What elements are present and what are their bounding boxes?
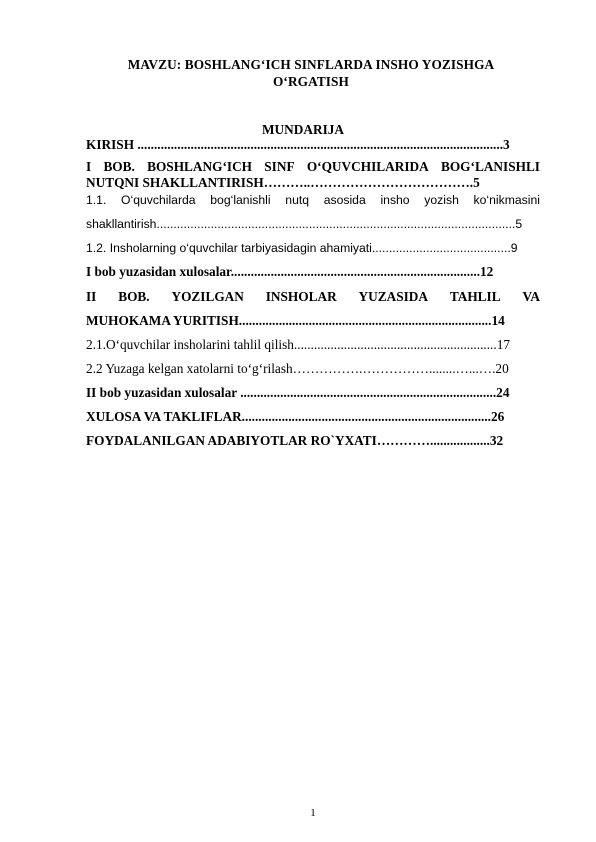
toc-entry-references: FOYDALANILGAN ADABIYOTLAR RO`YXATI…………..................32 <box>86 433 504 448</box>
toc-entry-1-1-cont: shakllantirish..........................................................................................................5 <box>86 217 523 231</box>
toc-entry-chapter-1-summary: I bob yuzasidan xulosalar...........................................................................12 <box>86 264 494 279</box>
toc-word: O‘quvchilarda <box>121 193 196 207</box>
toc-word: BOG‘LANISHLI <box>440 159 540 174</box>
toc-word: YUZASIDA <box>358 289 428 304</box>
toc-word: BOB. <box>118 289 150 304</box>
toc-word: nutq <box>285 193 310 207</box>
toc-word: BOSHLANG‘ICH <box>147 159 253 174</box>
toc-entry-chapter-2 <box>86 289 540 305</box>
toc-entry-1-2: 1.2. Insholarning o‘quvchilar tarbiyasidagin ahamiyati.........................................9 <box>86 241 518 255</box>
toc-word: O‘QUVCHILARIDA <box>306 159 429 174</box>
toc-entry-1-1 <box>86 192 540 208</box>
toc-entry-conclusion: XULOSA VA TAKLIFLAR...........................................................................26 <box>86 409 505 424</box>
table-of-contents <box>86 137 540 449</box>
toc-word: ko‘nikmasini <box>473 193 540 207</box>
toc-word: INSHOLAR <box>265 289 337 304</box>
toc-entry-chapter-1-cont: NUTQNI SHAKLLANTIRISH………..……………………………….5 <box>86 175 480 190</box>
document-title <box>96 56 526 90</box>
toc-entry-2-2: 2.2 Yuzaga kelgan xatolarni to‘g‘rilash…………….……………........…...….20 <box>86 361 509 376</box>
toc-entry-2-1: 2.1.O‘quvchilar insholarini tahlil qilish.............................................................17 <box>86 337 510 352</box>
toc-entry-chapter-2-summary: II bob yuzasidan xulosalar .............................................................................24 <box>86 385 510 400</box>
toc-entry-chapter-1 <box>86 159 540 175</box>
toc-word: insho <box>380 193 410 207</box>
toc-word: bog‘lanishli <box>210 193 271 207</box>
toc-heading: MUNDARIJA <box>262 122 344 137</box>
toc-entry-kirish: KIRISH ..............................................................................................................3 <box>86 137 510 152</box>
toc-word: YOZILGAN <box>171 289 244 304</box>
toc-word: I <box>86 159 92 174</box>
page-number: 1 <box>310 807 316 819</box>
title-line-1: MAVZU: BOSHLANG‘ICH SINFLARDA INSHO YOZISHGA <box>127 57 495 72</box>
title-line-2: O‘RGATISH <box>272 74 349 89</box>
toc-word: 1.1. <box>86 193 107 207</box>
toc-word: BOB. <box>103 159 135 174</box>
toc-word: VA <box>522 289 540 304</box>
toc-word: asosida <box>323 193 366 207</box>
toc-entry-chapter-2-cont: MUHOKAMA YURITISH............................................................................14 <box>86 313 505 328</box>
toc-word: yozish <box>424 193 459 207</box>
toc-word: TAHLIL <box>449 289 501 304</box>
toc-word: II <box>86 289 97 304</box>
toc-word: SINF <box>264 159 295 174</box>
